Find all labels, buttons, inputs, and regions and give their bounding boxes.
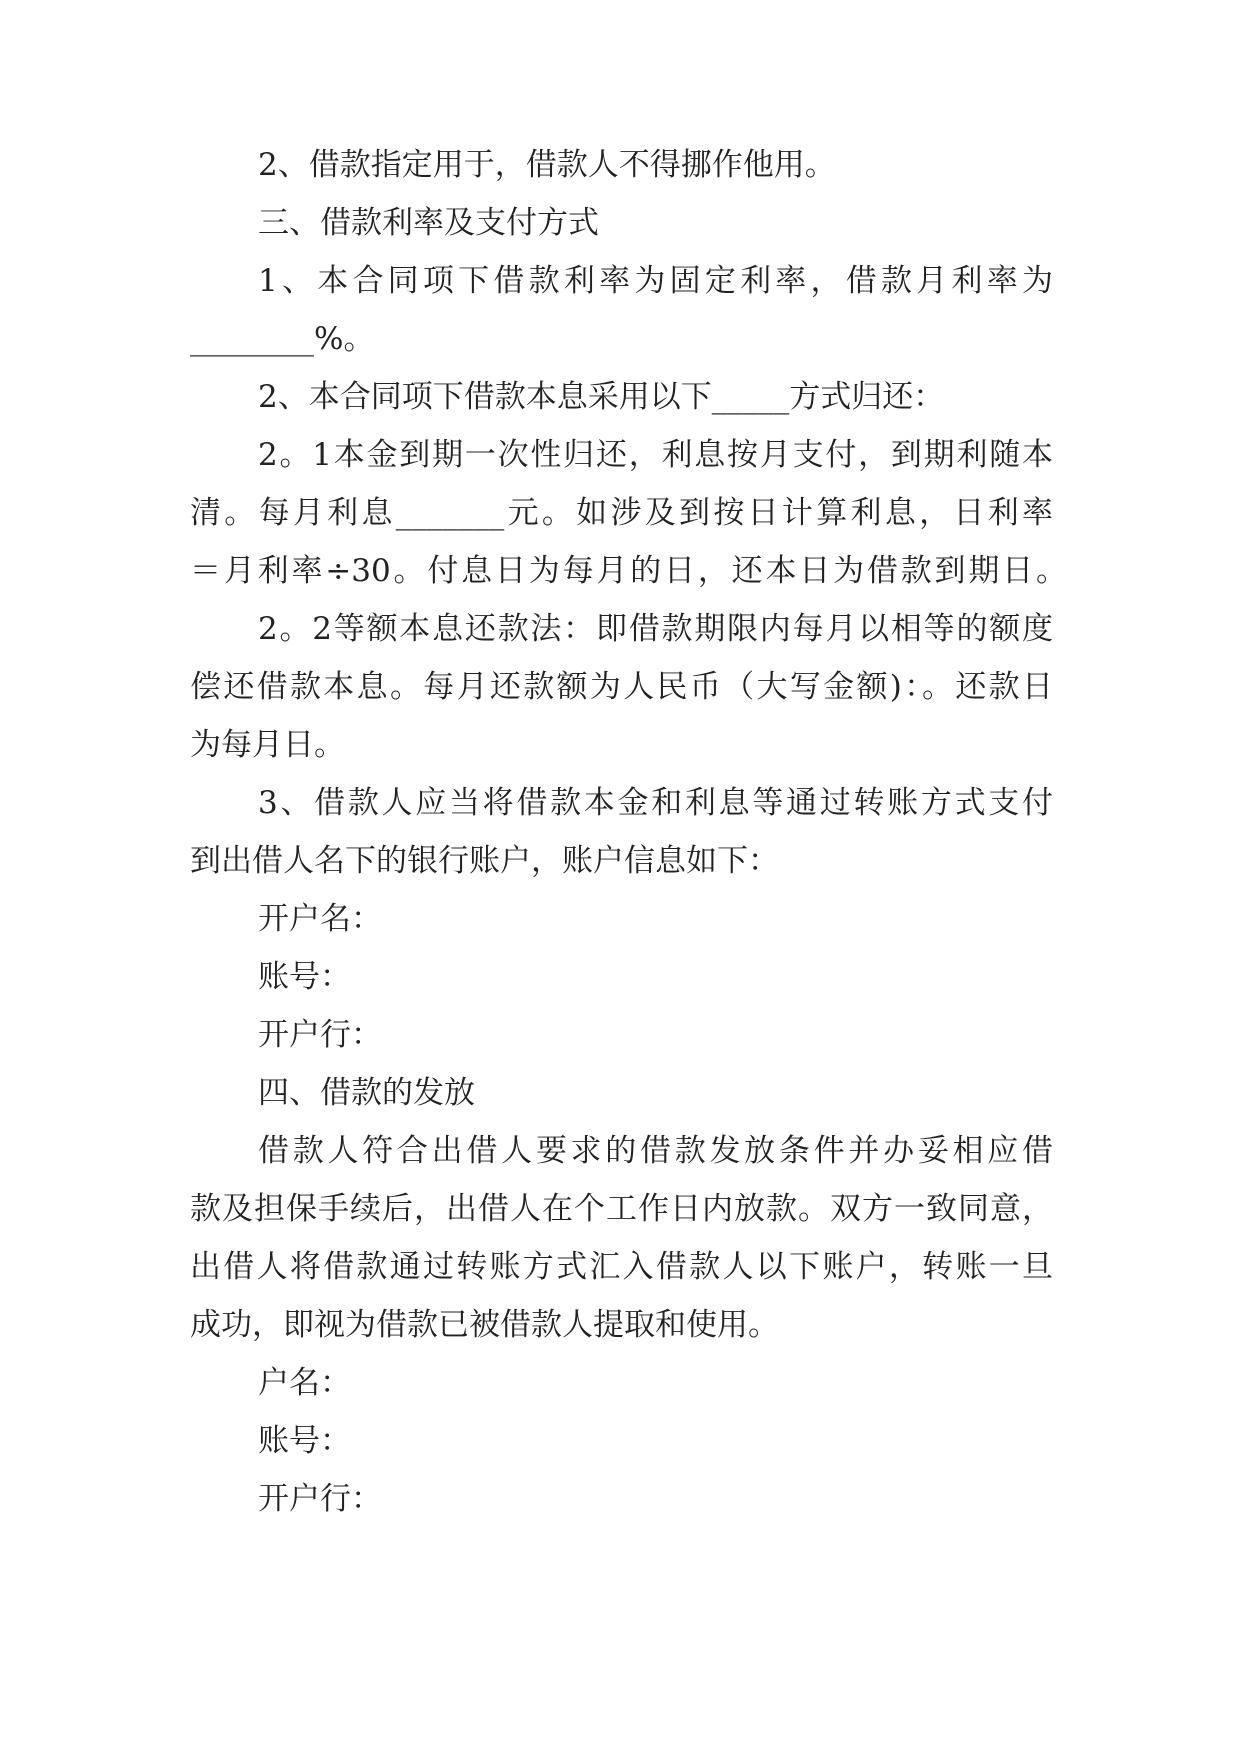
paragraph-2-2-line-3: 为每月日。 bbox=[190, 727, 345, 763]
paragraph-4-line-3: 出借人将借款通过转账方式汇入借款人以下账户，转账一旦 bbox=[190, 1249, 1053, 1285]
paragraph-2-2-line-2: 偿还借款本息。每月还款额为人民币（大写金额)：。还款日 bbox=[190, 669, 1053, 705]
lender-account-number-field: 账号： bbox=[258, 959, 351, 995]
paragraph-3-2-repayment-method: 2、本合同项下借款本息采用以下_____方式归还： bbox=[258, 379, 945, 415]
paragraph-3-3-line-1: 3、借款人应当将借款本金和利息等通过转账方式支付 bbox=[258, 785, 1053, 821]
paragraph-3-1-line-1: 1、本合同项下借款利率为固定利率，借款月利率为 bbox=[258, 263, 1053, 299]
borrower-account-name-field: 户名： bbox=[258, 1365, 351, 1401]
paragraph-3-3-line-2: 到出借人名下的银行账户，账户信息如下： bbox=[190, 843, 779, 879]
borrower-bank-field: 开户行： bbox=[258, 1481, 382, 1517]
paragraph-2-2-line-1: 2。2等额本息还款法：即借款期限内每月以相等的额度 bbox=[258, 611, 1053, 647]
paragraph-2-1-line-2: 清。每月利息_______元。如涉及到按日计算利息，日利率 bbox=[190, 495, 1053, 531]
paragraph-3-1-line-2: ________%。 bbox=[190, 321, 375, 357]
borrower-account-number-field: 账号： bbox=[258, 1423, 351, 1459]
paragraph-4-line-1: 借款人符合出借人要求的借款发放条件并办妥相应借 bbox=[258, 1133, 1053, 1169]
paragraph-2-1-line-3: ＝月利率÷30。付息日为每月的日，还本日为借款到期日。 bbox=[190, 553, 1067, 589]
paragraph-4-line-2: 款及担保手续后，出借人在个工作日内放款。双方一致同意， bbox=[190, 1191, 1053, 1227]
lender-account-name-field: 开户名： bbox=[258, 901, 382, 937]
paragraph-4-line-4: 成功，即视为借款已被借款人提取和使用。 bbox=[190, 1307, 779, 1343]
heading-section-3-interest: 三、借款利率及支付方式 bbox=[258, 205, 599, 241]
lender-bank-field: 开户行： bbox=[258, 1017, 382, 1053]
paragraph-2-1-line-1: 2。1本金到期一次性归还，利息按月支付，到期利随本 bbox=[258, 437, 1053, 473]
paragraph-2-loan-purpose: 2、借款指定用于，借款人不得挪作他用。 bbox=[258, 147, 836, 183]
heading-section-4-disbursement: 四、借款的发放 bbox=[258, 1075, 475, 1111]
